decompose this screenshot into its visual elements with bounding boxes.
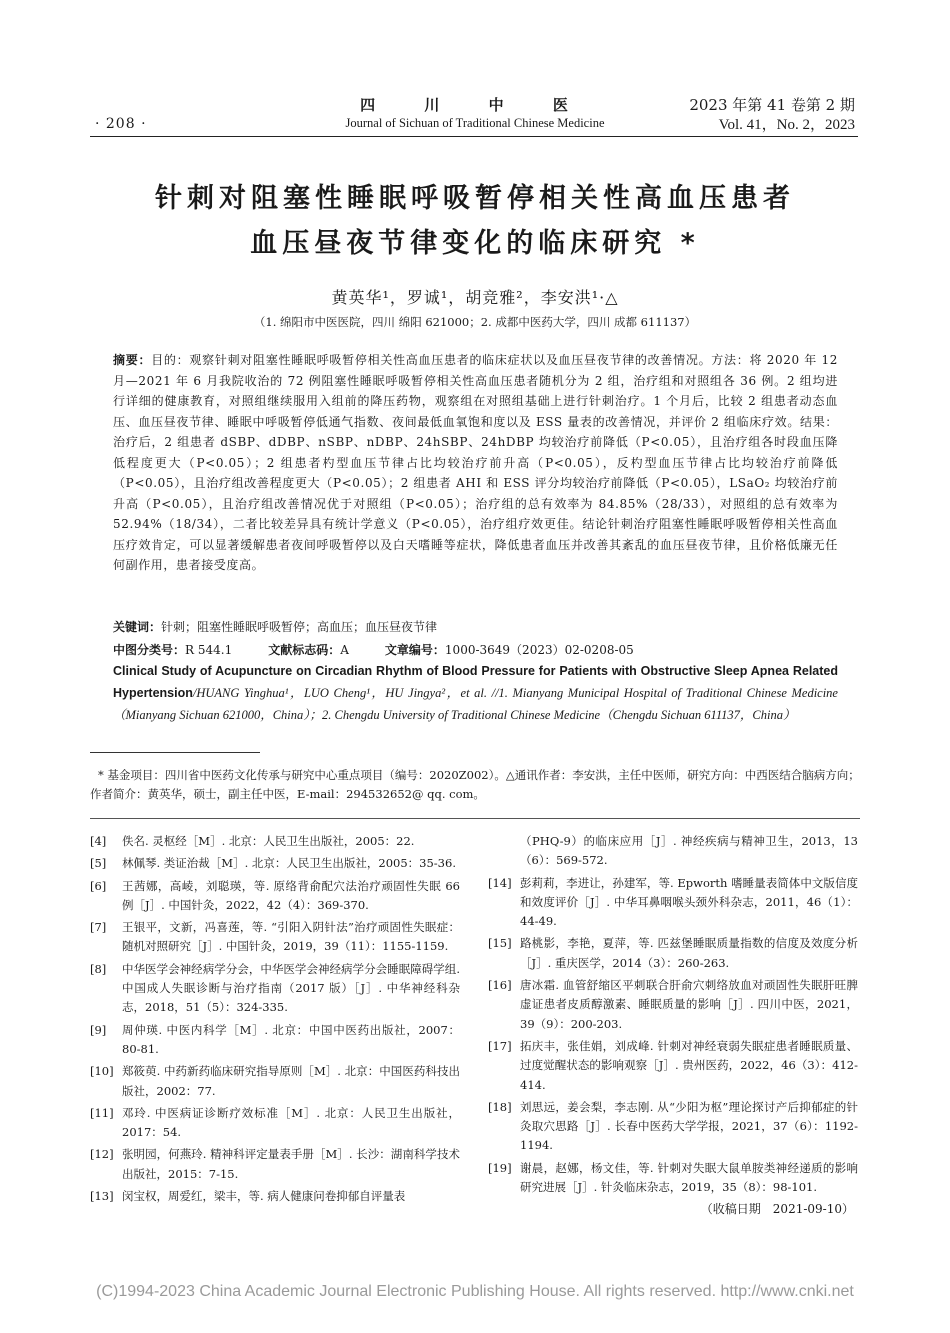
- article-no-label: 文章编号：: [384, 643, 445, 657]
- reference-number: [14]: [488, 875, 512, 890]
- reference-text: 王茜娜，高崚，刘聪瑛，等. 原络背俞配穴法治疗顽固性失眠 66 例［J］. 中国针灸，2022，42（4）：369-370.: [122, 878, 460, 912]
- reference-number: [4]: [90, 834, 107, 848]
- reference-item: [90, 877, 460, 916]
- keywords: [113, 618, 437, 635]
- reference-number: [16]: [488, 978, 512, 993]
- reference-text: 彭莉莉，李进让，孙建军，等. Epworth 嗜睡量表简体中文版信度和效度评价［J］. 中华耳鼻咽喉头颈外科杂志，2011，46（1）：44-49.: [520, 875, 858, 929]
- reference-text: 邓玲. 中医病证诊断疗效标准［M］. 北京：人民卫生出版社，2017：54.: [122, 1105, 460, 1140]
- reference-text: 周仲瑛. 中医内科学［M］. 北京：中国中医药出版社，2007：80-81.: [122, 1022, 460, 1056]
- page-number: · 208 ·: [95, 116, 147, 132]
- reference-number: [7]: [90, 920, 107, 935]
- reference-item: [90, 1021, 460, 1060]
- reference-text: 唐冰霜. 血管舒缩区平刺联合肝俞穴刺络放血对顽固性失眠肝旺脾虚证患者皮质醇激素、睡眠质量的影响［J］. 四川中医，2021，39（9）：200-203.: [520, 978, 858, 1031]
- english-title-block: [113, 660, 838, 726]
- footnote: * 基金项目：四川省中医药文化传承与研究中心重点项目（编号：2020Z002）。△通讯作者：李安洪，主任中医师，研究方向：中西医结合脑病方向；作者简介：黄英华，硕士，副主任中医，E-mail：294532652@ qq. com。: [90, 768, 860, 801]
- reference-number: [12]: [90, 1147, 114, 1162]
- reference-item: [488, 934, 858, 973]
- article-no-value: 1000-3649（2023）02-0208-05: [444, 643, 634, 657]
- reference-number: [17]: [488, 1038, 512, 1053]
- references-divider: [90, 818, 860, 819]
- references-left-column: [90, 832, 460, 1209]
- reference-number: [8]: [90, 961, 107, 976]
- abstract-label: 摘要：: [113, 353, 152, 367]
- reference-text: 佚名. 灵枢经［M］. 北京：人民卫生出版社，2005：22.: [122, 834, 415, 848]
- article-title-line2: 血压昼夜节律变化的临床研究 *: [250, 228, 700, 259]
- reference-text: 张明园，何燕玲. 精神科评定量表手册［M］. 长沙：湖南科学技术出版社，2015：7-15.: [122, 1147, 460, 1181]
- reference-item: [90, 854, 460, 873]
- reference-text: 林佩琴. 类证治裁［M］. 北京：人民卫生出版社，2005：35-36.: [122, 856, 456, 871]
- reference-item: [488, 1159, 858, 1198]
- article-title-line1: 针刺对阻塞性睡眠呼吸暂停相关性高血压患者: [155, 183, 795, 214]
- reference-text: 谢晨，赵娜，杨文佳，等. 针刺对失眠大鼠单胺类神经递质的影响研究进展［J］. 针灸临床杂志，2019，35（8）：98-101.: [520, 1160, 858, 1195]
- reference-text: 中华医学会神经病学分会，中华医学会神经病学分会睡眠障碍学组. 中国成人失眠诊断与治疗指南（2017 版）［J］. 中华神经科杂志，2018，51（5）：324-335.: [122, 961, 460, 1015]
- abstract-text: 目的：观察针刺对阻塞性睡眠呼吸暂停相关性高血压患者的临床症状以及血压昼夜节律的改善情况。方法：将 2020 年 12 月—2021 年 6 月我院收治的 72 例阻塞性睡眠呼吸暂停相关性高血压患者随机分为 2 组，治疗组和对照组各 36 例。2 组均进行详细的健康教育，对照组继续服用入组前的降压药物，观察组在对照组基础上进行针刺治疗。1 个月后，比较 2 组患者动态血压、血压昼夜节律、睡眠中呼吸暂停低通气指数、夜间最低血氧饱和度以及 ESS 量表的改善情况，并评价 2 组临床疗效。结果：治疗后，2 组患者 dSBP、dDBP、nSBP、nDBP、24hSBP、24hDBP 均较治疗前降低（P<0.05），且治疗组各时段血压降低程度更大（P<0.05）；2 组患者杓型血压节律占比均较治疗前升高（P<0.05），反杓型血压节律占比均较治疗前降低（P<0.05），且治疗组改善程度更大（P<0.05）；2 组患者 AHI 和 ESS 评分均较治疗前降低（P<0.05），LSaO₂ 均较治疗前升高（P<0.05），且治疗组改善情况优于对照组（P<0.05）；治疗组的总有效率为 84.85%（28/33），对照组的总有效率为 52.94%（18/34），二者比较差异具有统计学意义（P<0.05），治疗组疗效更佳。结论针刺治疗阻塞性睡眠呼吸暂停相关性高血压疗效肯定，可以显著缓解患者夜间呼吸暂停以及白天嗜睡等症状，降低患者血压并改善其紊乱的血压昼夜节律，且价格低廉无任何副作用，患者接受度高。: [113, 353, 838, 572]
- clc-label: 中图分类号：: [113, 643, 186, 657]
- header-divider: [90, 136, 858, 137]
- reference-continuation: [488, 832, 858, 871]
- reference-text: （PHQ-9）的临床应用［J］. 神经疾病与精神卫生，2013，13（6）：569-572.: [520, 834, 858, 868]
- reference-item: [90, 832, 460, 851]
- issue-info-en: Vol. 41，No. 2，2023: [718, 117, 855, 133]
- english-title: Clinical Study of Acupuncture on Circadian Rhythm of Blood Pressure for Patients with Obstructive Sleep Apnea Related Hypertension: [113, 664, 838, 700]
- reference-text: 郑筱萸. 中药新药临床研究指导原则［M］. 北京：中国医药科技出版社，2002：77.: [122, 1064, 460, 1098]
- reference-text: 王银平，文新，冯喜莲，等. “引阳入阴针法”治疗顽固性失眠症：随机对照研究［J］. 中国针灸，2019，39（11）：1155-1159.: [122, 920, 460, 954]
- reference-number: [10]: [90, 1064, 114, 1079]
- reference-item: [488, 874, 858, 932]
- journal-name-en: Journal of Sichuan of Traditional Chinese Medicine: [345, 116, 605, 130]
- keywords-label: 关键词：: [113, 620, 162, 634]
- references-right-column: [488, 832, 858, 1220]
- reference-item: [90, 1145, 460, 1184]
- reference-text: 刘思远，姜会梨，李志刚. 从“少阳为枢”理论探讨产后抑郁症的针灸取穴思路［J］. 长春中医药大学学报，2021，37（6）：1192-1194.: [520, 1099, 858, 1153]
- received-date: （收稿日期 2021-09-10）: [700, 1202, 854, 1217]
- keywords-text: 针刺；阻塞性睡眠呼吸暂停；高血压；血压昼夜节律: [161, 620, 438, 634]
- reference-text: 闵宝权，周爱红，梁丰，等. 病人健康问卷抑郁自评量表: [122, 1189, 406, 1204]
- footnote-divider: [90, 752, 260, 753]
- affiliations: （1. 绵阳市中医医院，四川 绵阳 621000；2. 成都中医药大学，四川 成都 611137）: [253, 315, 697, 329]
- classification-line: [113, 641, 670, 658]
- reference-item: [90, 960, 460, 1018]
- reference-number: [15]: [488, 936, 512, 951]
- reference-item: [90, 918, 460, 957]
- reference-item: [488, 1037, 858, 1095]
- references-right-list: [488, 874, 858, 1198]
- reference-text: 拓庆丰，张佳娟，刘成峰. 针刺对神经衰弱失眠症患者睡眠质量、过度觉醒状态的影响观察［J］. 贵州医药，2022，46（3）：412-414.: [520, 1038, 858, 1092]
- copyright-notice: (C)1994-2023 China Academic Journal Electronic Publishing House. All rights reserved. http://www.cnki.net: [96, 1283, 854, 1300]
- reference-number: [19]: [488, 1160, 512, 1175]
- reference-item: [488, 976, 858, 1034]
- reference-number: [9]: [90, 1022, 107, 1037]
- reference-number: [13]: [90, 1189, 114, 1204]
- reference-item: [488, 1098, 858, 1156]
- reference-item: [90, 1062, 460, 1101]
- issue-info-cn: 2023 年第 41 卷第 2 期: [689, 96, 855, 114]
- reference-item: [90, 1104, 460, 1143]
- clc-value: R 544.1: [185, 643, 233, 657]
- reference-number: [18]: [488, 1099, 512, 1114]
- reference-text: 路桃影，李艳，夏萍，等. 匹兹堡睡眠质量指数的信度及效度分析［J］. 重庆医学，2014（3）：260-263.: [520, 936, 858, 970]
- abstract: [113, 350, 838, 576]
- reference-item: [90, 1187, 460, 1206]
- authors: 黄英华¹，罗诚¹，胡竞雅²，李安洪¹·△: [331, 288, 619, 307]
- doc-code-label: 文献标志码：: [268, 643, 341, 657]
- reference-number: [11]: [90, 1105, 114, 1120]
- reference-number: [6]: [90, 878, 107, 893]
- journal-name-cn: 四 川 中 医: [360, 96, 590, 114]
- english-authors-affil: /HUANG Yinghua¹，LUO Cheng¹，HU Jingya²，et al. //1. Mianyang Municipal Hospital of Traditional Chinese Medicine（Mianyang Sichuan 621000，China）；2. Chengdu University of Traditional Chinese Medicine（Chengdu Sichuan 611137，China）: [113, 686, 838, 722]
- reference-number: [5]: [90, 856, 107, 871]
- doc-code-value: A: [340, 643, 349, 657]
